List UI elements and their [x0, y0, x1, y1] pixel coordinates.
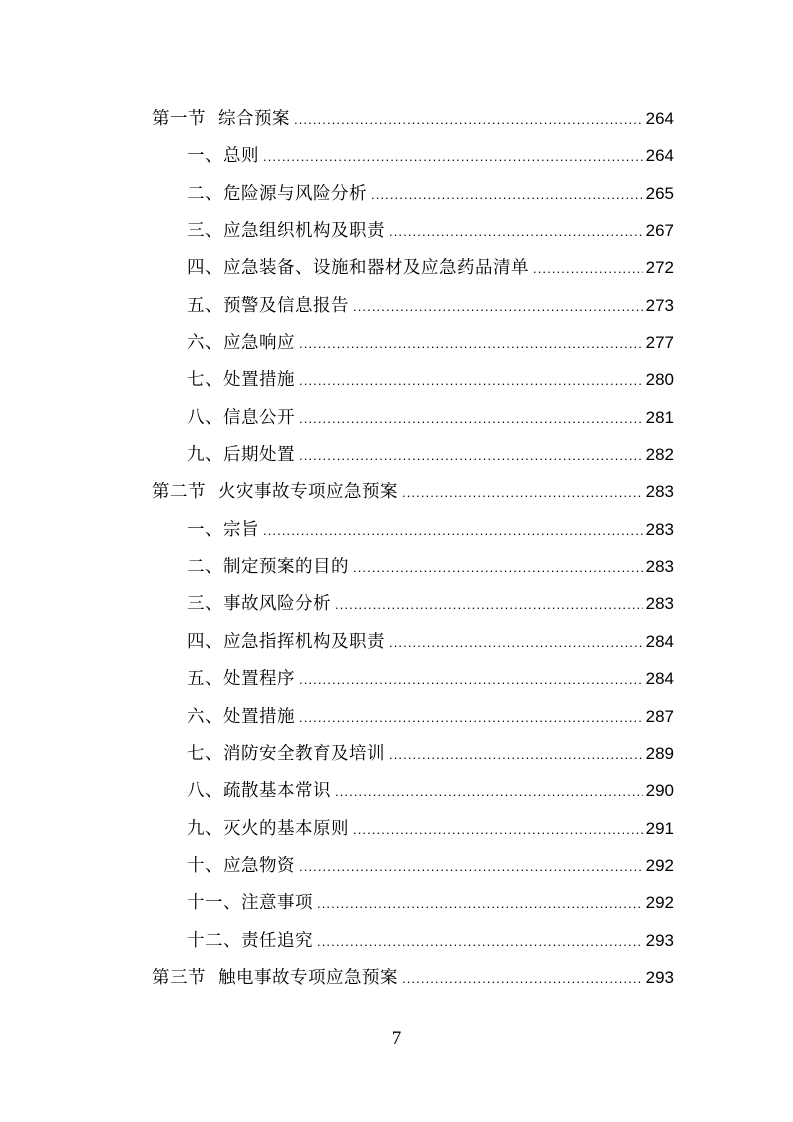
dot-leader	[353, 549, 643, 586]
toc-entry-page: 290	[645, 781, 674, 801]
dot-leader	[402, 960, 643, 997]
toc-entry-title	[187, 885, 313, 922]
toc-entry-subtitle: 火灾事故专项应急预案	[218, 482, 398, 503]
toc-entry-title	[187, 811, 349, 848]
dot-leader	[402, 474, 643, 511]
toc-entry[interactable]	[152, 436, 674, 473]
toc-entry[interactable]	[152, 884, 674, 921]
dot-leader	[389, 736, 643, 773]
toc-entry-title	[152, 474, 398, 511]
toc-entry-title	[187, 138, 259, 175]
toc-entry-title	[187, 325, 295, 362]
toc-entry-page: 281	[645, 407, 674, 427]
dot-leader	[299, 661, 643, 698]
toc-section-entry[interactable]	[152, 473, 674, 510]
dot-leader	[299, 699, 643, 736]
toc-entry[interactable]	[152, 399, 674, 436]
dot-leader	[263, 138, 643, 175]
toc-entry-page: 289	[645, 743, 674, 763]
toc-entry-label: 八、信息公开	[187, 407, 295, 428]
toc-entry-page: 283	[645, 482, 674, 502]
toc-entry[interactable]	[152, 361, 674, 398]
toc-entry[interactable]	[152, 660, 674, 697]
toc-entry[interactable]	[152, 698, 674, 735]
toc-entry-label: 九、后期处置	[187, 445, 295, 466]
dot-leader	[371, 176, 643, 213]
toc-entry-page: 291	[645, 818, 674, 838]
dot-leader	[389, 624, 643, 661]
dot-leader	[335, 773, 643, 810]
toc-entry-title	[187, 213, 385, 250]
toc-entry-page: 292	[645, 893, 674, 913]
toc-entry-page: 277	[645, 333, 674, 353]
toc-entry[interactable]	[152, 511, 674, 548]
toc-entry[interactable]	[152, 623, 674, 660]
page-number: 7	[391, 1028, 402, 1049]
toc-entry[interactable]	[152, 810, 674, 847]
toc-entry[interactable]	[152, 735, 674, 772]
toc-entry[interactable]	[152, 922, 674, 959]
toc-entry-page: 265	[645, 183, 674, 203]
toc-entry-page: 264	[645, 109, 674, 128]
toc-entry-subtitle: 触电事故专项应急预案	[218, 967, 398, 988]
toc-entry-page: 264	[645, 146, 674, 166]
toc-entry[interactable]	[152, 175, 674, 212]
dot-leader	[299, 400, 643, 437]
toc-entry-label: 八、疏散基本常识	[187, 781, 331, 802]
toc-entry-page: 293	[645, 967, 674, 987]
toc-entry-page: 283	[645, 557, 674, 577]
toc-entry-label: 十、应急物资	[187, 855, 295, 876]
dot-leader	[317, 923, 643, 960]
toc-entry-label: 五、预警及信息报告	[187, 295, 349, 316]
toc-entry-title	[187, 848, 295, 885]
toc-entry-page: 272	[645, 258, 674, 278]
toc-entry-label: 第二节	[152, 482, 206, 503]
toc-entry-page: 267	[645, 221, 674, 241]
dot-leader	[353, 811, 643, 848]
toc-entry-title	[187, 549, 349, 586]
dot-leader	[263, 512, 643, 549]
toc-entry-label: 第三节	[152, 967, 206, 988]
toc-entry-label: 四、应急指挥机构及职责	[187, 631, 385, 652]
toc-entry-page: 283	[645, 594, 674, 614]
toc-entry[interactable]	[152, 249, 674, 286]
dot-leader	[299, 362, 643, 399]
toc-entry-label: 七、消防安全教育及培训	[187, 743, 385, 764]
toc-entry-label: 十一、注意事项	[187, 893, 313, 914]
dot-leader	[299, 325, 643, 362]
toc-entry-label: 第一节	[152, 109, 206, 129]
toc-entry-title	[187, 773, 331, 810]
toc-entry-label: 五、处置程序	[187, 669, 295, 690]
toc-entry-title	[187, 624, 385, 661]
toc-entry[interactable]	[152, 847, 674, 884]
dot-leader	[299, 437, 643, 474]
toc-entry-subtitle: 综合预案	[218, 109, 290, 129]
toc-entry-label: 十二、责任追究	[187, 930, 313, 951]
toc-entry-label: 三、事故风险分析	[187, 594, 331, 615]
toc-entry[interactable]	[152, 324, 674, 361]
toc-entry-label: 二、制定预案的目的	[187, 557, 349, 578]
dot-leader	[294, 101, 643, 138]
toc-entry[interactable]	[152, 585, 674, 622]
dot-leader	[389, 213, 643, 250]
toc-entry-title	[152, 960, 398, 997]
toc-entry-title	[187, 736, 385, 773]
table-of-contents	[152, 100, 674, 996]
toc-entry[interactable]	[152, 287, 674, 324]
toc-entry-title	[187, 586, 331, 623]
toc-entry-label: 四、应急装备、设施和器材及应急药品清单	[187, 258, 529, 279]
dot-leader	[335, 586, 643, 623]
toc-entry-title	[187, 661, 295, 698]
toc-entry-title	[187, 923, 313, 960]
toc-section-entry[interactable]	[152, 100, 674, 137]
toc-entry-page: 282	[645, 445, 674, 465]
toc-entry-page: 287	[645, 706, 674, 726]
toc-entry-label: 一、宗旨	[187, 519, 259, 540]
toc-entry-page: 280	[645, 370, 674, 390]
toc-entry-title	[187, 512, 259, 549]
toc-entry-title	[187, 250, 529, 287]
dot-leader	[317, 885, 643, 922]
dot-leader	[299, 848, 643, 885]
dot-leader	[353, 288, 643, 325]
dot-leader	[533, 250, 643, 287]
toc-entry-title	[187, 176, 367, 213]
toc-entry-label: 六、应急响应	[187, 333, 295, 354]
toc-entry-page: 293	[645, 930, 674, 950]
toc-entry-page: 284	[645, 669, 674, 689]
toc-entry-title	[187, 699, 295, 736]
toc-entry-page: 284	[645, 631, 674, 651]
toc-entry-label: 一、总则	[187, 146, 259, 167]
toc-entry-title	[152, 101, 290, 138]
toc-entry-page: 292	[645, 855, 674, 875]
toc-entry[interactable]	[152, 772, 674, 809]
toc-entry-title	[187, 362, 295, 399]
toc-entry[interactable]	[152, 212, 674, 249]
toc-entry-label: 七、处置措施	[187, 370, 295, 391]
toc-entry[interactable]	[152, 137, 674, 174]
toc-entry-title	[187, 400, 295, 437]
toc-entry[interactable]	[152, 548, 674, 585]
toc-entry-label: 六、处置措施	[187, 706, 295, 727]
toc-entry-page: 283	[645, 519, 674, 539]
toc-entry-label: 二、危险源与风险分析	[187, 183, 367, 204]
toc-entry-page: 273	[645, 295, 674, 315]
toc-entry-label: 九、灭火的基本原则	[187, 818, 349, 839]
toc-section-entry[interactable]	[152, 959, 674, 996]
toc-entry-label: 三、应急组织机构及职责	[187, 221, 385, 242]
toc-entry-title	[187, 288, 349, 325]
toc-entry-title	[187, 437, 295, 474]
